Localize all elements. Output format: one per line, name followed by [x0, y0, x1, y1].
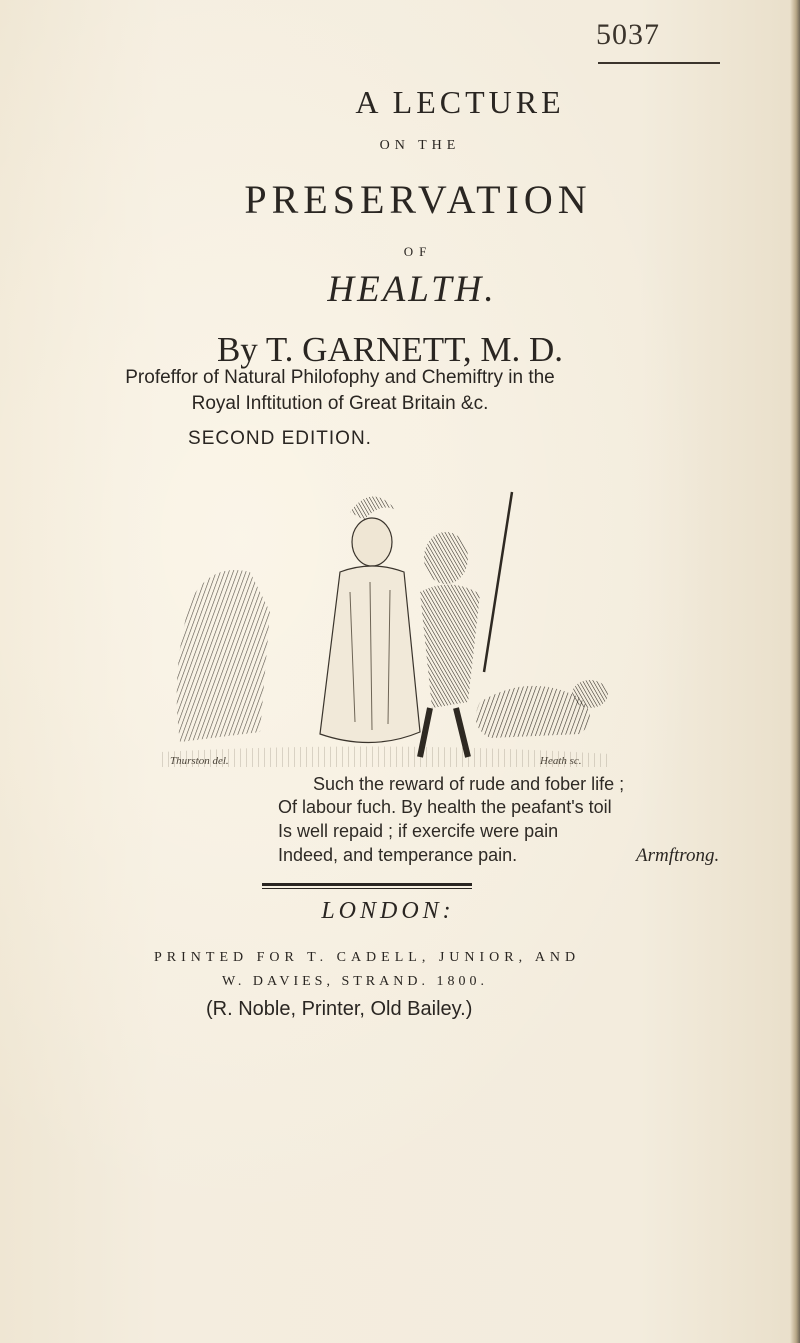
- epigraph-line-3: Is well repaid ; if exercife were pain: [278, 821, 559, 841]
- engraving-illustration: [150, 472, 620, 772]
- divider-rule-thin: [262, 888, 472, 889]
- title-line-on-the: ON THE: [379, 138, 461, 153]
- title-line-of: OF: [403, 244, 433, 259]
- shelfmark-underline: [598, 62, 720, 64]
- epigraph-line-2: Of labour fuch. By health the peafant's toil: [278, 797, 612, 817]
- engraver-signature-right: Heath sc.: [540, 755, 582, 767]
- imprint-line-1: PRINTED FOR T. CADELL, JUNIOR, AND: [154, 950, 581, 965]
- title-line-health: HEALTH.: [327, 269, 497, 310]
- imprint-city: LONDON:: [321, 898, 455, 924]
- epigraph-line-1: Such the reward of rude and fober life ;: [313, 774, 625, 794]
- author-position-line1: Profeffor of Natural Philofophy and Chemiftry in the: [125, 367, 555, 388]
- divider-rule-thick: [262, 883, 472, 886]
- title-line-preservation: PRESERVATION: [244, 177, 592, 222]
- epigraph-line-4: Indeed, and temperance pain.: [278, 845, 518, 865]
- edition: SECOND EDITION.: [188, 428, 372, 449]
- imprint-line-2: W. DAVIES, STRAND. 1800.: [222, 974, 488, 989]
- author-position-line2: Royal Inftitution of Great Britain &c.: [191, 393, 489, 414]
- title-line-a-lecture: A LECTURE: [355, 84, 565, 120]
- imprint-line-3: (R. Noble, Printer, Old Bailey.): [206, 998, 473, 1020]
- shelfmark: 5037: [596, 18, 660, 51]
- engraver-signature-left: Thurston del.: [170, 755, 229, 767]
- author-byline: By T. GARNETT, M. D.: [216, 330, 564, 369]
- epigraph-attribution: Armftrong.: [636, 845, 720, 866]
